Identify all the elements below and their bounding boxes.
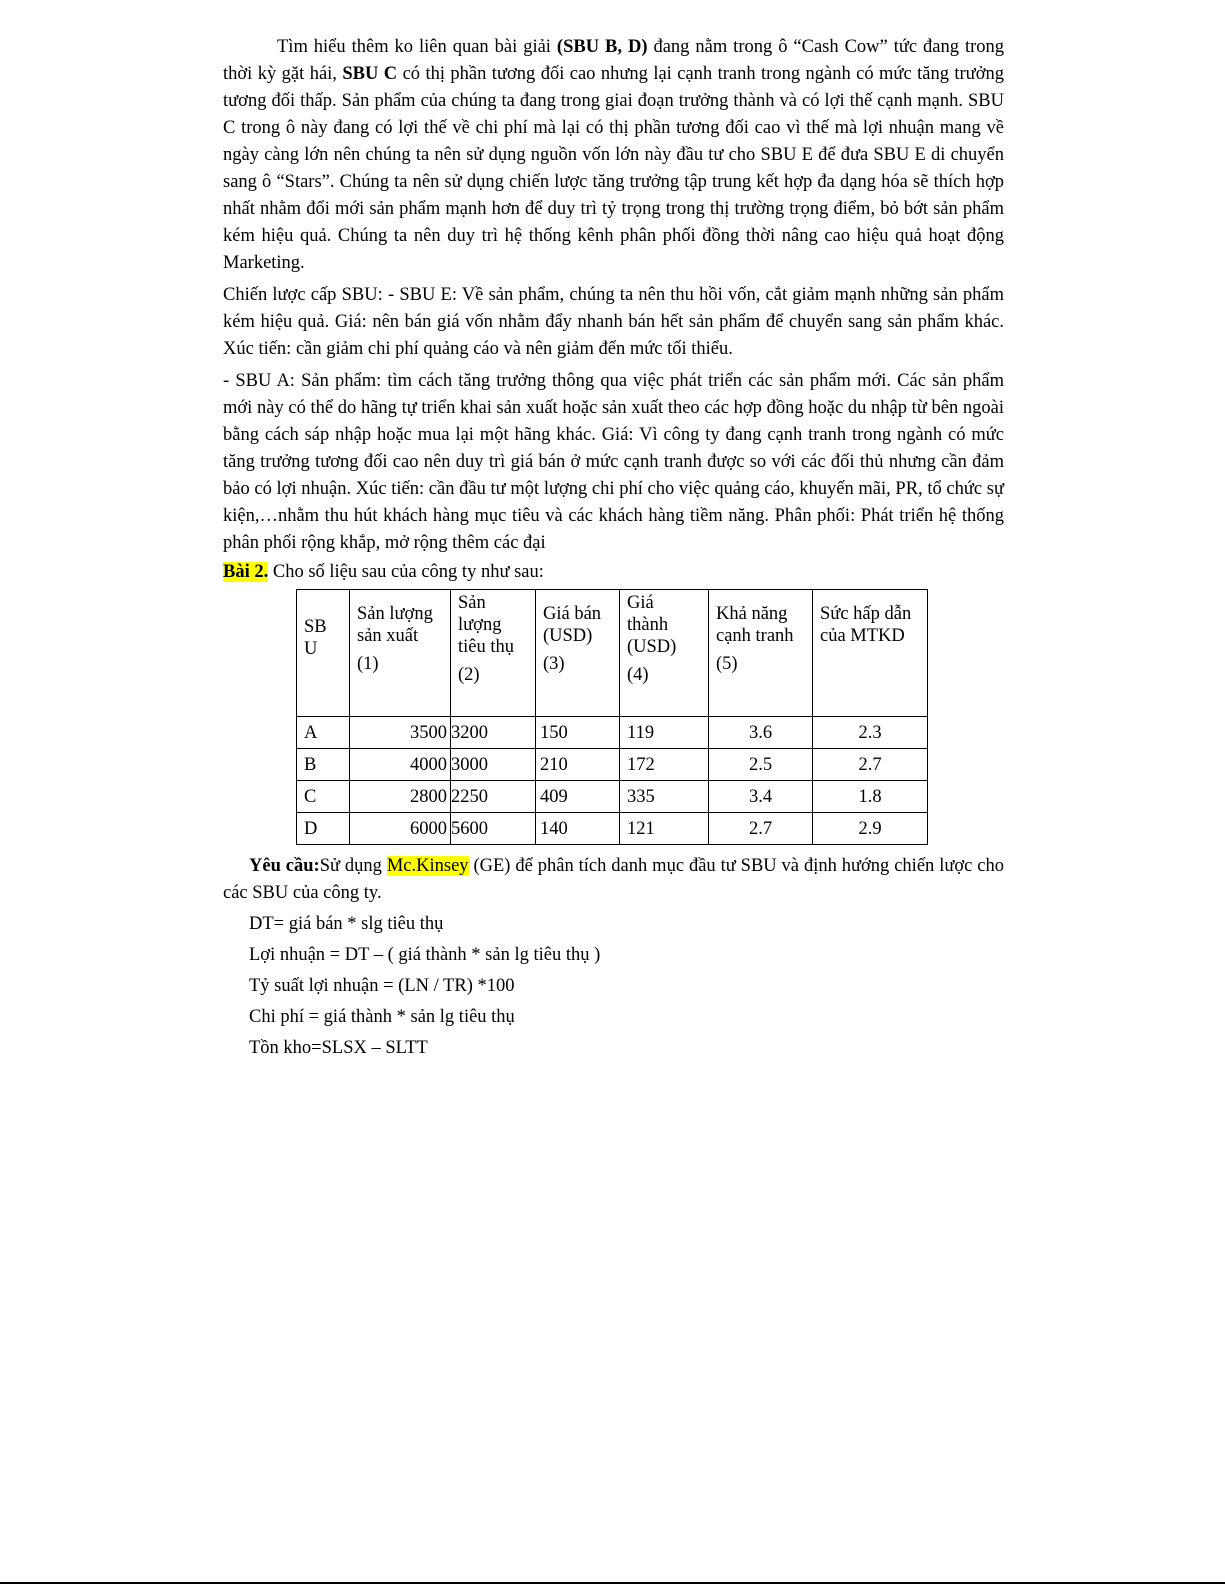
cell-cost: 119 — [620, 717, 709, 749]
header-line: (USD) — [543, 626, 593, 646]
cell-price: 140 — [536, 813, 620, 845]
cell-cost: 172 — [620, 749, 709, 781]
header-line: (1) — [357, 654, 379, 674]
requirement-label: Yêu cầu: — [249, 856, 320, 876]
cell-production: 3500 — [350, 717, 451, 749]
requirement-text: (GE) để phân tích danh mục đầu tư SBU và định hướng chiến lược cho các SBU của công ty. — [223, 856, 1004, 903]
header-line: lượng — [458, 615, 502, 635]
header-line: (2) — [458, 665, 480, 685]
header-line: thành — [627, 615, 669, 635]
cell-price: 409 — [536, 781, 620, 813]
cell-attractiveness: 1.8 — [813, 781, 928, 813]
paragraph-cash-cow — [223, 34, 1004, 277]
cell-competitiveness: 2.7 — [709, 813, 813, 845]
header-line: (4) — [627, 665, 649, 685]
cell-production: 2800 — [350, 781, 451, 813]
cell-sold: 3000 — [451, 749, 536, 781]
header-line: Sản lượng — [357, 604, 433, 624]
formula-revenue: DT= giá bán * slg tiêu thụ — [249, 914, 444, 934]
header-line: tiêu thụ — [458, 637, 515, 657]
cell-competitiveness: 3.4 — [709, 781, 813, 813]
bai2-label: Bài 2. — [223, 562, 269, 582]
formula-profit-margin: Tỷ suất lợi nhuận = (LN / TR) *100 — [249, 976, 515, 996]
cell-sbu: C — [297, 781, 350, 813]
header-line: (3) — [543, 654, 565, 674]
header-line: Sức hấp dẫn — [820, 604, 912, 624]
table-row — [297, 781, 928, 813]
formula-inventory: Tồn kho=SLSX – SLTT — [249, 1038, 428, 1058]
cell-sold: 5600 — [451, 813, 536, 845]
document-body — [223, 34, 1004, 1062]
cell-attractiveness: 2.7 — [813, 749, 928, 781]
header-sbu — [297, 590, 350, 717]
bold-run: SBU C — [342, 64, 398, 84]
header-line: (USD) — [627, 637, 677, 657]
cell-sold: 2250 — [451, 781, 536, 813]
table-header-row — [297, 590, 928, 717]
cell-price: 150 — [536, 717, 620, 749]
cell-production: 4000 — [350, 749, 451, 781]
header-line: Sản — [458, 593, 486, 613]
requirement-paragraph — [223, 853, 1004, 907]
text-run: đang nằm trong ô “Cash Cow” tức đang trong thời kỳ gặt hái, — [223, 37, 1005, 84]
header-line: SB — [304, 617, 327, 637]
cell-cost: 121 — [620, 813, 709, 845]
bai2-text: Cho số liệu sau của công ty như sau: — [268, 562, 544, 582]
requirement-text: Sử dụng — [319, 856, 387, 876]
table-row — [297, 813, 928, 845]
header-line: Giá — [627, 593, 654, 613]
cell-sbu: B — [297, 749, 350, 781]
header-sold — [451, 590, 536, 717]
header-competitiveness — [709, 590, 813, 717]
table-row — [297, 717, 928, 749]
header-cost — [620, 590, 709, 717]
cell-cost: 335 — [620, 781, 709, 813]
page-bottom-border — [0, 1582, 1225, 1584]
header-line: sản xuất — [357, 626, 419, 646]
cell-competitiveness: 2.5 — [709, 749, 813, 781]
header-line: của MTKD — [820, 626, 905, 646]
header-line: cạnh tranh — [716, 626, 794, 646]
mckinsey-highlight: Mc.Kinsey — [386, 856, 469, 876]
cell-price: 210 — [536, 749, 620, 781]
sbu-table — [296, 589, 928, 845]
header-production — [350, 590, 451, 717]
cell-sbu: A — [297, 717, 350, 749]
cell-production: 6000 — [350, 813, 451, 845]
cell-sbu: D — [297, 813, 350, 845]
paragraph-sbu-e: Chiến lược cấp SBU: - SBU E: Về sản phẩm, chúng ta nên thu hồi vốn, cắt giảm mạnh những sản phẩm kém hiệu quả. Giá: nên bán giá vốn nhằm đẩy nhanh bán hết sản phẩm để chuyển sang sản phẩm khác. Xúc tiến: cần giảm chi phí quảng cáo và nên giảm đến mức tối thiểu. — [223, 285, 1004, 359]
header-line: U — [304, 639, 318, 659]
bold-run: (SBU B, D) — [556, 37, 648, 57]
table-row — [297, 749, 928, 781]
header-price — [536, 590, 620, 717]
formula-cost: Chi phí = giá thành * sản lg tiêu thụ — [249, 1007, 515, 1027]
header-line: Giá bán — [543, 604, 602, 624]
header-line: (5) — [716, 654, 738, 674]
header-attractiveness — [813, 590, 928, 717]
bai2-heading — [223, 559, 1004, 586]
formula-profit: Lợi nhuận = DT – ( giá thành * sản lg tiêu thụ ) — [249, 945, 601, 965]
text-run: có thị phần tương đối cao nhưng lại cạnh tranh trong ngành có mức tăng trưởng tương đối thấp. Sản phẩm của chúng ta đang trong giai đoạn trưởng thành và có lợi thế cạnh mạnh. SBU C trong ô này đang có lợi thế về chi phí mà lại có thị phần tương đối cao vì thế mà lợi nhuận mang về ngày càng lớn nên chúng ta nên sử dụng nguồn vốn lớn này đầu tư cho SBU E để đưa SBU E di chuyển sang ô “Stars”. Chúng ta nên sử dụng chiến lược tăng trưởng tập trung kết hợp đa dạng hóa sẽ thích hợp nhất nhằm đổi mới sản phẩm mạnh hơn để duy trì tỷ trọng trong thị trường trọng điểm, bỏ bớt sản phẩm kém hiệu quả. Chúng ta nên duy trì hệ thống kênh phân phối đồng thời nâng cao hiệu quả hoạt động Marketing. — [223, 64, 1004, 273]
cell-attractiveness: 2.9 — [813, 813, 928, 845]
header-line: Khả năng — [716, 604, 788, 624]
paragraph-sbu-a: - SBU A: Sản phẩm: tìm cách tăng trưởng thông qua việc phát triển các sản phẩm mới. Các sản phẩm mới này có thể do hãng tự triển khai sản xuất hoặc sản xuất theo các hợp đồng hoặc du nhập từ bên ngoài bằng cách sáp nhập hoặc mua lại một hãng khác. Giá: Vì công ty đang cạnh tranh trong ngành có mức tăng trưởng tương đối cao nên duy trì giá bán ở mức cạnh tranh được so với các đối thủ nhưng cần đảm bảo có lợi nhuận. Xúc tiến: cần đầu tư một lượng chi phí cho việc quảng cáo, khuyến mãi, PR, tổ chức sự kiện,…nhằm thu hút khách hàng mục tiêu và các khách hàng tiềm năng. Phân phối: Phát triển hệ thống phân phối rộng khắp, mở rộng thêm các đại — [223, 371, 1004, 553]
text-run: Tìm hiểu thêm ko liên quan bài giải — [277, 37, 557, 57]
cell-sold: 3200 — [451, 717, 536, 749]
cell-attractiveness: 2.3 — [813, 717, 928, 749]
cell-competitiveness: 3.6 — [709, 717, 813, 749]
